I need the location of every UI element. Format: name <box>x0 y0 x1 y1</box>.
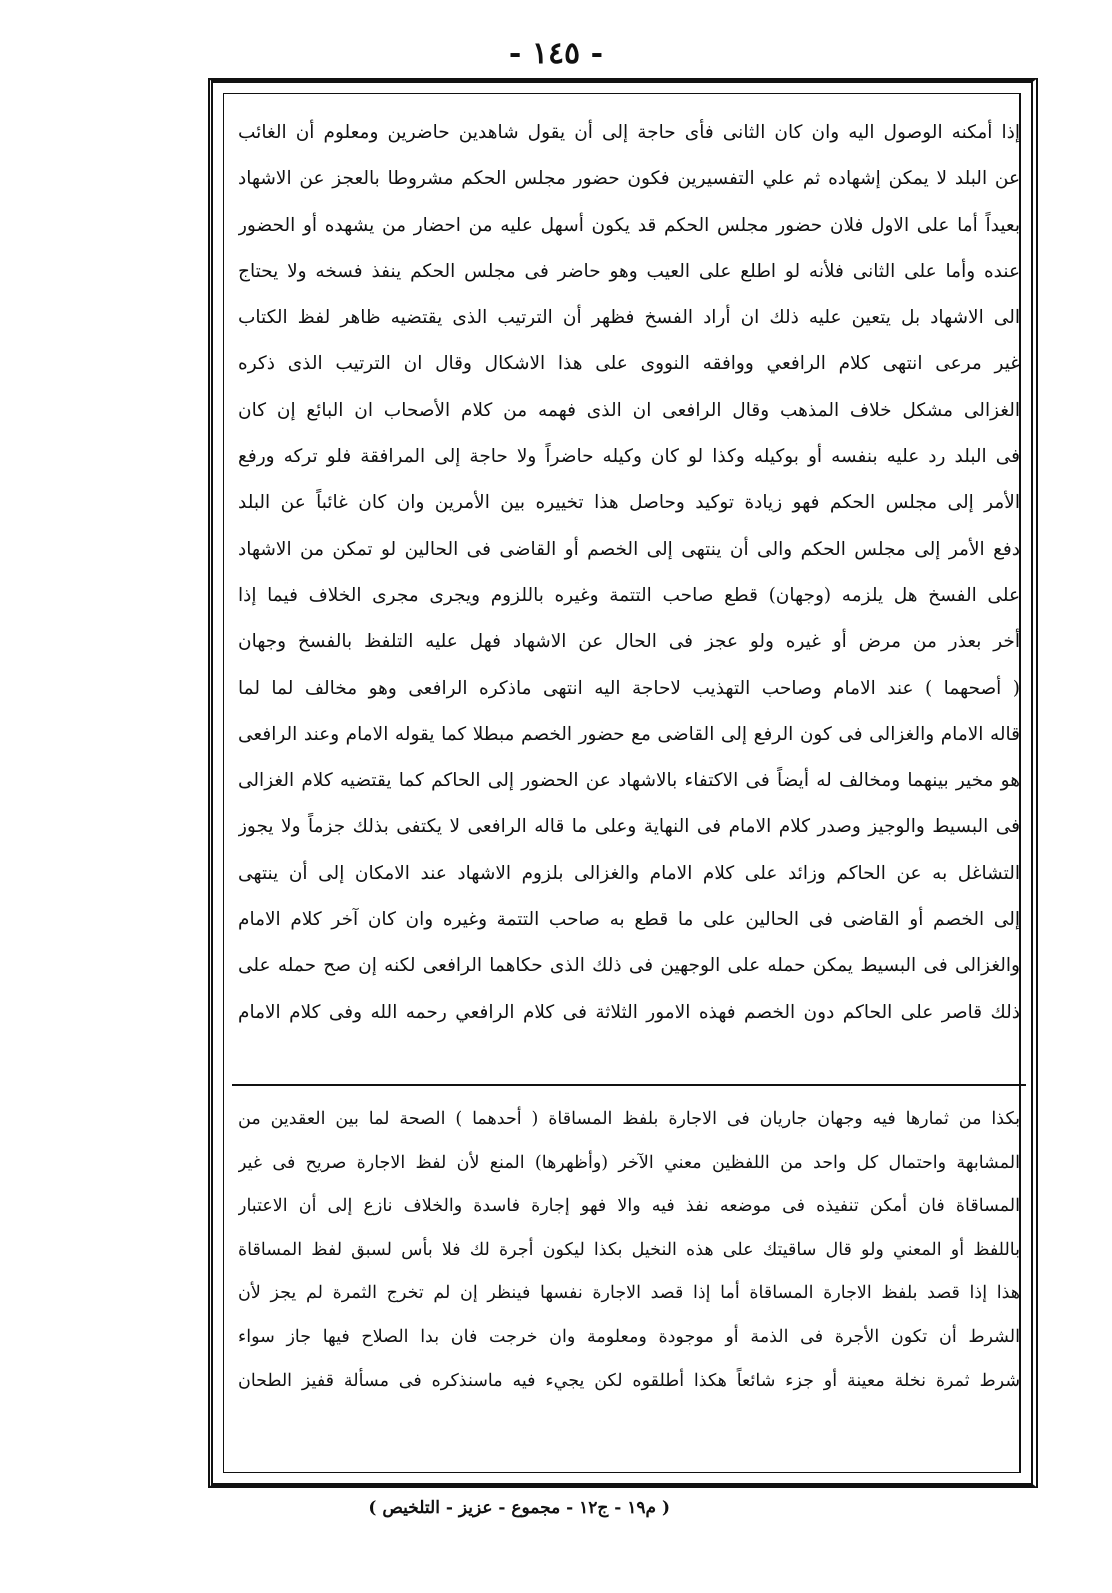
footnote-line: المشابهة واحتمال كل واحد من اللفظين معني الآخر (وأظهرها) المنع لأن لفظ الاجارة صريح فى غير <box>238 1152 1020 1173</box>
text-line: الى الاشهاد بل يتعين عليه ذلك ان أراد الفسخ فظهر أن الترتيب الذى يقتضيه ظاهر لفظ الكتاب <box>238 307 1020 329</box>
text-line: إلى الخصم أو القاضى فى الحالين على ما قطع به صاحب التتمة وغيره وان كان آخر كلام الامام <box>238 909 1020 931</box>
footnote-line: شرط ثمرة نخلة معينة أو جزء شائعاً هكذا أطلقوه لكن يجيء فيه ماسنذكره فى مسألة قفيز الطحان <box>238 1370 1020 1391</box>
main-text-block <box>238 110 1020 1036</box>
footnote-line: المساقاة فان أمكن تنفيذه فى موضعه نفذ فيه والا فهو إجارة فاسدة والخلاف نازع إلى أن الاعتبار <box>238 1196 1020 1217</box>
page-number: - ١٤٥ - <box>508 36 604 71</box>
text-line: والغزالى فى البسيط يمكن حمله على الوجهين فى ذلك الذى حكاهما الرافعى لكنه إن صح حمله على <box>238 955 1020 977</box>
footnote-line: الشرط أن تكون الأجرة فى الذمة أو موجودة ومعلومة وان خرجت فان بدا الصلاح فيها جاز سواء <box>238 1326 1020 1347</box>
text-line: ( أصحهما ) عند الامام وصاحب التهذيب لاحاجة اليه انتهى ماذكره الرافعى وهو مخالف لما لما <box>238 677 1020 699</box>
footnote-line: هذا إذا قصد بلفظ الاجارة المساقاة أما إذا قصد الاجارة نفسها فينظر إن لم تخرج الثمرة لم يجز لأن <box>238 1283 1020 1304</box>
footnote-line: باللفظ أو المعني ولو قال ساقيتك على هذه النخيل بكذا ليكون أجرة لك فلا بأس لسبق لفظ المساقاة <box>238 1239 1020 1260</box>
text-line: إذا أمكنه الوصول اليه وان كان الثانى فأى حاجة إلى أن يقول شاهدين حاضرين ومعلوم أن الغائب <box>238 122 1020 143</box>
text-line: فى البسيط والوجيز وصدر كلام الامام فى النهاية وعلى ما قاله الرافعى لا يكتفى بذلك جزماً ولا يجوز <box>238 816 1020 838</box>
text-line: بعيداً أما على الاول فلان حضور مجلس الحكم قد يكون أسهل عليه من احضار من يشهده أو الحضور <box>238 214 1020 236</box>
printer-signature: ( م١٩ - ج١٢ - مجموع - عزيز - التلخيص ) <box>368 1498 670 1518</box>
text-line: هو مخير بينهما ومخالف له أيضاً فى الاكتفاء بالاشهاد عن الحضور إلى الحاكم كما يقتضيه كلام الغزالى <box>238 770 1020 792</box>
text-line: ذلك قاصر على الحاكم دون الخصم فهذه الامور الثلاثة فى كلام الرافعي رحمه الله وفى كلام الامام <box>238 1001 1020 1023</box>
text-line: على الفسخ هل يلزمه (وجهان) قطع صاحب التتمة وغيره باللزوم ويجرى مجرى الخلاف فيما إذا <box>238 584 1020 606</box>
text-line: عنده وأما على الثانى فلأنه لو اطلع على العيب وهو حاضر فى مجلس الحكم ينفذ فسخه ولا يحتاج <box>238 260 1020 282</box>
text-line: فى البلد رد عليه بنفسه أو بوكيله وكذا لو كان وكيله حاضراً ولا حاجة إلى المرافقة فلو تركه ورفع <box>238 446 1020 468</box>
text-line: عن البلد لا يمكن إشهاده ثم علي التفسيرين فكون حضور مجلس الحكم مشروطا بالعجز عن الاشهاد <box>238 168 1020 190</box>
footnote-text-block <box>238 1098 1020 1403</box>
text-line: الغزالى مشكل خلاف المذهب وقال الرافعى ان الذى فهمه من كلام الأصحاب ان البائع إن كان <box>238 399 1020 421</box>
text-line: أخر بعذر من مرض أو غيره ولو عجز فى الحال عن الاشهاد فهل عليه التلفظ بالفسخ وجهان <box>238 631 1020 653</box>
footnote-line: بكذا من ثمارها فيه وجهان جاريان فى الاجارة بلفظ المساقاة ( أحدهما ) الصحة لما بين العقدين من <box>238 1109 1020 1129</box>
text-line: الأمر إلى مجلس الحكم فهو زيادة توكيد وحاصل هذا تخييره بين الأمرين وان كان غائباً عن البلد <box>238 492 1020 514</box>
text-line: التشاغل به عن الحاكم وزائد على كلام الامام والغزالى بلزوم الاشهاد عند الامكان إلى أن ينتهى <box>238 862 1020 884</box>
text-line: دفع الأمر إلى مجلس الحكم والى أن ينتهى إلى الخصم أو القاضى فى الحالين لو تمكن من الاشهاد <box>238 538 1020 560</box>
text-line: غير مرعى انتهى كلام الرافعي ووافقه النووى على هذا الاشكال وقال ان الترتيب الذى ذكره <box>238 353 1020 375</box>
text-line: قاله الامام والغزالى فى كون الرفع إلى القاضى مع حضور الخصم مبطلا كما يقوله الامام وعند الرافعى <box>238 723 1020 745</box>
section-divider <box>232 1084 1026 1086</box>
